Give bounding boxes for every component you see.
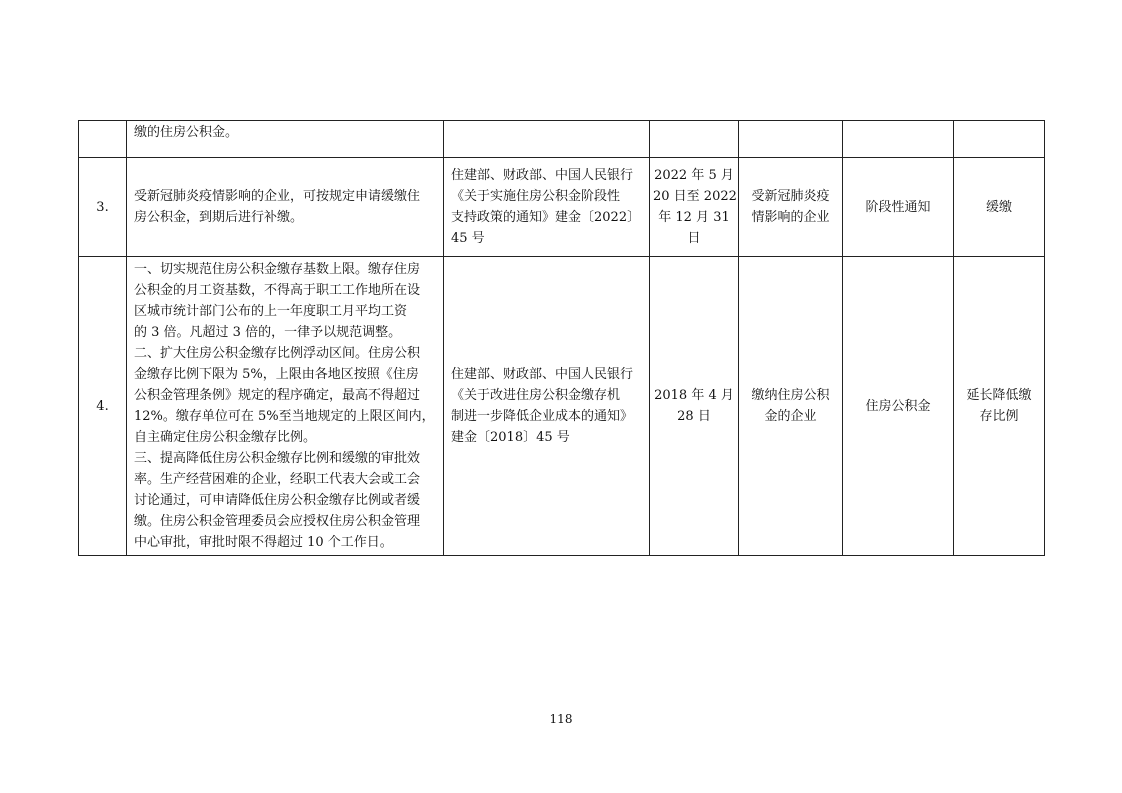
page-number: 118 [549,712,573,726]
cell-measure [954,257,1045,556]
cell-policy-type [843,121,954,158]
measure-line: 延长降低缴 [966,388,1032,403]
source-line: 支持政策的通知》建金〔2022〕 [451,210,641,225]
cell-effective-date [650,158,739,257]
date-line: 20 日至 2022 [653,189,737,204]
cell-target-group [739,158,843,257]
policy-content-line: 二、扩大住房公积金缴存比例浮动区间。住房公积 [134,346,421,361]
cell-number [79,121,127,158]
policy-content-line: 缴。住房公积金管理委员会应授权住房公积金管理 [134,514,421,529]
cell-effective-date [650,121,739,158]
policy-content-line: 的 3 倍。凡超过 3 倍的，一律予以规范调整。 [134,325,402,340]
policy-content-line: 讨论通过，可申请降低住房公积金缴存比例或者缓 [134,493,421,508]
policy-content-line: 房公积金，到期后进行补缴。 [134,210,304,225]
source-line: 建金〔2018〕45 号 [451,430,570,445]
cell-policy-content [127,121,444,158]
policy-content-line: 自主确定住房公积金缴存比例。 [134,430,317,445]
date-line: 2018 年 4 月 [654,388,734,403]
cell-policy-type: 阶段性通知 [843,158,954,257]
cell-policy-source [444,257,650,556]
target-line: 缴纳住房公积 [751,388,830,403]
policy-content-line: 公积金管理条例》规定的程序确定，最高不得超过 [134,388,421,403]
source-line: 《关于实施住房公积金阶段性 [451,189,621,204]
policy-content-line: 一、切实规范住房公积金缴存基数上限。缴存住房 [134,262,421,277]
measure-line: 存比例 [979,409,1019,424]
cell-target-group [739,121,843,158]
source-line: 住建部、财政部、中国人民银行 [451,168,634,183]
policy-content-line: 区城市统计部门公布的上一年度职工月平均工资 [134,304,408,319]
cell-measure [954,121,1045,158]
policy-content-line: 缴的住房公积金。 [134,125,239,140]
cell-policy-source [444,121,650,158]
cell-effective-date [650,257,739,556]
date-line: 年 12 月 31 [658,210,730,225]
cell-policy-type: 住房公积金 [843,257,954,556]
policy-content-line: 公积金的月工资基数，不得高于职工工作地所在设 [134,283,421,298]
policy-content-line: 12%。缴存单位可在 5%至当地规定的上限区间内， [134,409,435,424]
table-row-continuation [79,121,1045,158]
table-row [79,257,1045,556]
cell-policy-content [127,257,444,556]
target-line: 金的企业 [764,409,817,424]
policy-content-line: 三、提高降低住房公积金缴存比例和缓缴的审批效 [134,451,421,466]
policy-table [78,120,1045,556]
policy-content-line: 金缴存比例下限为 5%，上限由各地区按照《住房 [134,367,419,382]
source-line: 45 号 [451,231,485,246]
policy-content-line: 率。生产经营困难的企业，经职工代表大会或工会 [134,472,421,487]
cell-policy-content [127,158,444,257]
measure-line: 缓缴 [985,199,1012,215]
table-row [79,158,1045,257]
date-line: 2022 年 5 月 [654,168,734,183]
cell-number: 3. [79,158,127,257]
date-line: 28 日 [677,409,711,424]
policy-content-line: 中心审批，审批时限不得超过 10 个工作日。 [134,535,393,550]
source-line: 住建部、财政部、中国人民银行 [451,367,634,382]
cell-target-group [739,257,843,556]
cell-measure [954,158,1045,257]
policy-content-line: 受新冠肺炎疫情影响的企业，可按规定申请缓缴住 [134,189,421,204]
cell-policy-source [444,158,650,257]
cell-number: 4. [79,257,127,556]
date-line: 日 [687,231,701,246]
source-line: 《关于改进住房公积金缴存机 [451,388,621,403]
target-line: 情影响的企业 [751,210,830,225]
target-line: 受新冠肺炎疫 [751,189,830,204]
source-line: 制进一步降低企业成本的通知》 [451,409,634,424]
